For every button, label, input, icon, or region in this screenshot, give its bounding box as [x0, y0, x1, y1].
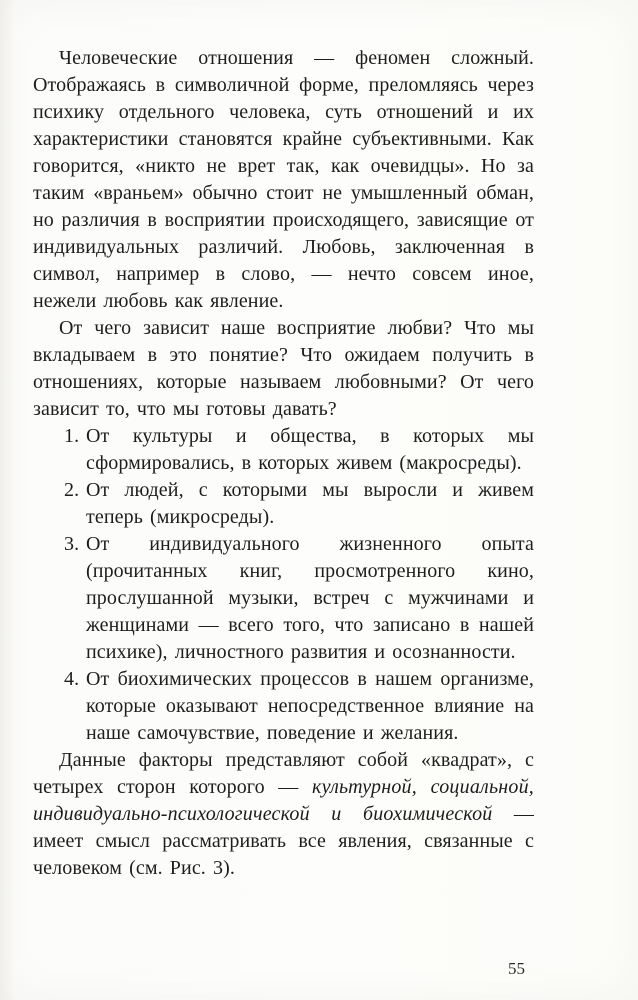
text-segment: Человеческие отношения — феномен сложный. Отображаясь в символичной форме, преломляясь через психику отдельного человека, суть отношений и их характеристики становятся крайне субъективными. Как говорится, «никто не врет так, как очевидцы». Но за таким «враньем» обычно стоит не умышленный обман, но различия в восприятии происходящего, зависящие от индивидуальных различий. Любовь, заключенная в символ, например в слово, — нечто совсем иное, нежели любовь как явление. — [33, 47, 534, 312]
page-text-block — [33, 45, 534, 882]
text-segment: От культуры и общества, в которых мы сформировались, в которых живем (макросреды). — [86, 425, 534, 474]
list-item — [33, 477, 534, 531]
italic-text-segment: культурной, социальной, индивидуально-психологической и биохимической — [33, 776, 534, 825]
paragraph — [33, 315, 534, 423]
list-item-marker: 2. — [64, 479, 80, 501]
paragraph — [33, 747, 534, 882]
list-item — [33, 423, 534, 477]
text-segment: От биохимических процессов в нашем организме, которые оказывают непосредственное влияние на наше самочувствие, поведение и желания. — [86, 668, 534, 744]
list-item-marker: 3. — [64, 533, 80, 555]
text-segment: От чего зависит наше восприятие любви? Что мы вкладываем в это понятие? Что ожидаем получить в отношениях, которые называем любовными? От чего зависит то, что мы готовы давать? — [33, 317, 534, 420]
list-item-marker: 4. — [64, 668, 80, 690]
text-segment: От людей, с которыми мы выросли и живем теперь (микросреды). — [86, 479, 534, 528]
text-segment: От индивидуального жизненного опыта (прочитанных книг, просмотренного кино, прослушанной музыки, встреч с мужчинами и женщинами — всего того, что записано в нашей психике), личностного развития и осознанности. — [86, 533, 534, 663]
text-segment: Данные факторы представляют собой «квадрат», с четырех сторон которого — — [33, 749, 534, 798]
paragraph — [33, 45, 534, 315]
list-item — [33, 531, 534, 666]
page-number: 55 — [508, 959, 525, 978]
list-item — [33, 666, 534, 747]
list-item-marker: 1. — [64, 425, 80, 447]
text-segment: — имеет смысл рассматривать все явления, связанные с человеком (см. Рис. 3). — [33, 803, 535, 879]
